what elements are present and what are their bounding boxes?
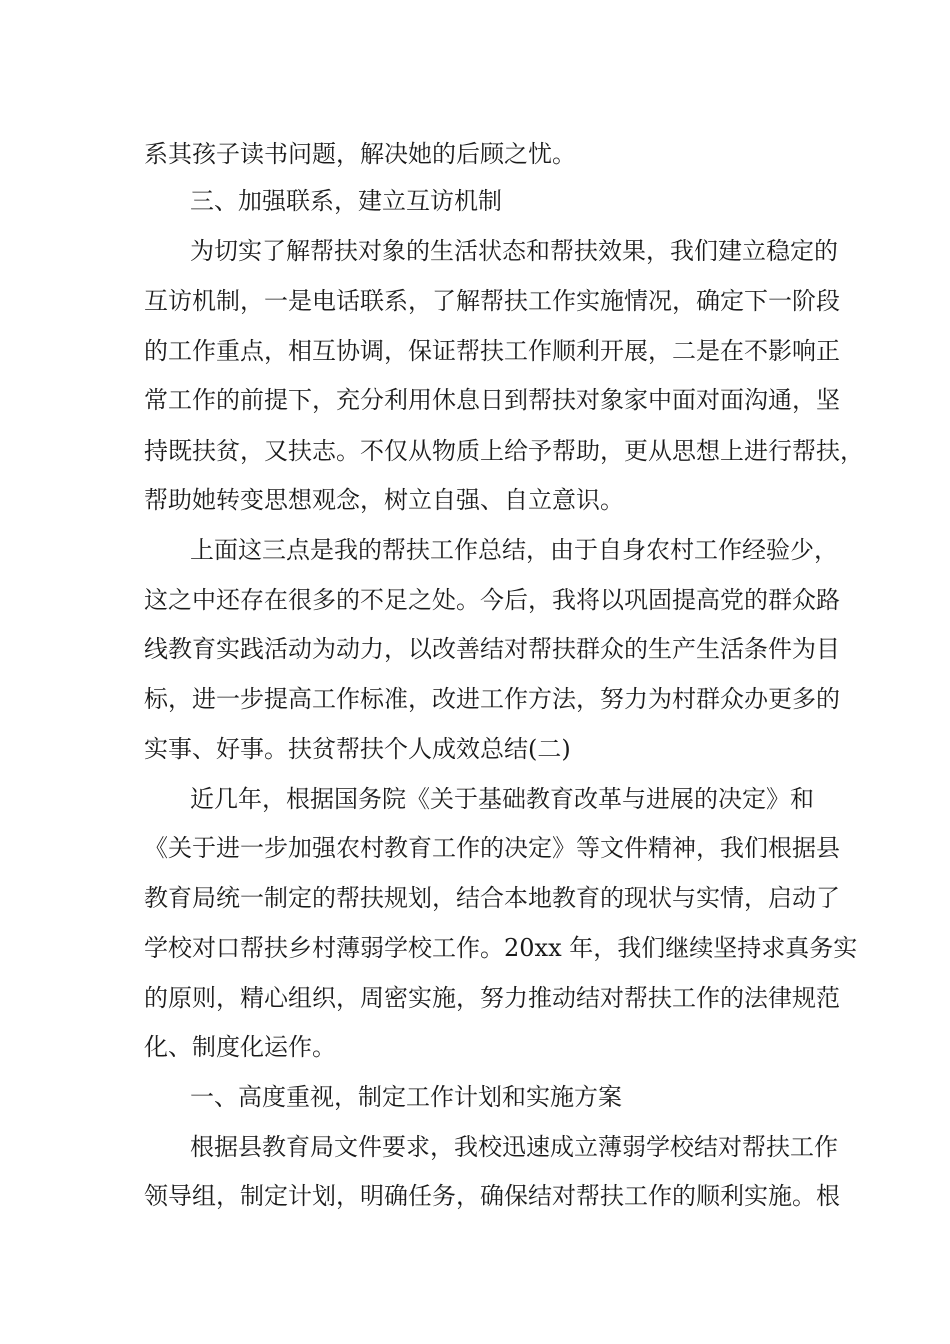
section-heading: 三、加强联系，建立互访机制 [190,187,502,215]
text-line: 为切实了解帮扶对象的生活状态和帮扶效果，我们建立稳定的 [190,237,838,265]
text-line: 领导组，制定计划，明确任务，确保结对帮扶工作的顺利实施。根 [144,1182,840,1210]
text-line: 的原则，精心组织，周密实施，努力推动结对帮扶工作的法律规范 [144,984,840,1012]
text-line: 标，进一步提高工作标准，改进工作方法，努力为村群众办更多的 [144,685,840,713]
text-line: 互访机制，一是电话联系，了解帮扶工作实施情况，确定下一阶段 [144,287,840,315]
text-line: 化、制度化运作。 [144,1033,336,1061]
text-line: 实事、好事。扶贫帮扶个人成效总结(二) [144,735,571,763]
text-line: 的工作重点，相互协调，保证帮扶工作顺利开展，二是在不影响正 [144,337,840,365]
text-line: 这之中还存在很多的不足之处。今后，我将以巩固提高党的群众路 [144,586,840,614]
text-line: 帮助她转变思想观念，树立自强、自立意识。 [144,486,624,514]
text-line: 近几年，根据国务院《关于基础教育改革与进展的决定》和 [190,785,814,813]
text-line: 常工作的前提下，充分利用休息日到帮扶对象家中面对面沟通，坚 [144,386,840,414]
section-heading: 一、高度重视，制定工作计划和实施方案 [190,1083,622,1111]
text-line: 持既扶贫，又扶志。不仅从物质上给予帮助，更从思想上进行帮扶， [144,437,864,465]
text-line: 教育局统一制定的帮扶规划，结合本地教育的现状与实情，启动了 [144,884,840,912]
text-line: 线教育实践活动为动力，以改善结对帮扶群众的生产生活条件为目 [144,635,840,663]
text-line: 《关于进一步加强农村教育工作的决定》等文件精神，我们根据县 [144,834,840,862]
text-line: 上面这三点是我的帮扶工作总结，由于自身农村工作经验少， [190,536,838,564]
text-line: 学校对口帮扶乡村薄弱学校工作。20xx 年，我们继续坚持求真务实 [144,934,858,962]
text-line: 系其孩子读书问题，解决她的后顾之忧。 [144,140,576,168]
text-line: 根据县教育局文件要求，我校迅速成立薄弱学校结对帮扶工作 [190,1133,838,1161]
